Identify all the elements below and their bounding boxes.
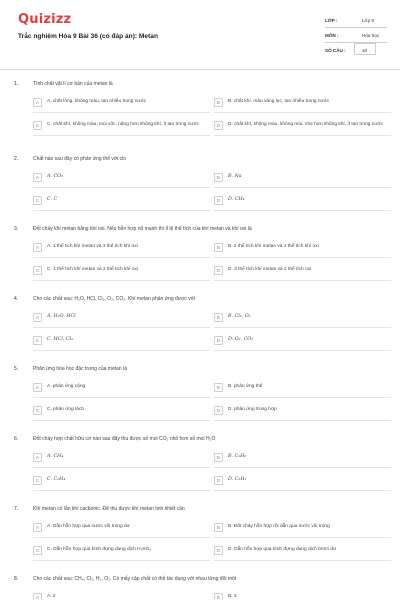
option-underline <box>214 420 391 421</box>
option-letter-box: B <box>214 173 223 182</box>
count-value-box <box>354 43 376 55</box>
question-text: Cho các chất sau: H₂O, HCl, Cl₂, O₂, CO₂. Khí metan phản ứng được với <box>33 296 196 302</box>
meta-grade-label: LỚP : <box>325 18 338 23</box>
option-underline <box>33 397 210 398</box>
option-underline <box>33 537 210 538</box>
answer-option-a[interactable] <box>33 383 210 397</box>
answer-option-c[interactable] <box>33 266 210 280</box>
option-underline <box>214 112 391 113</box>
option-letter-box: D <box>214 121 223 130</box>
question-text: Đốt cháy khí metan bằng khí oxi. Nếu hỗn hợp nổ mạnh thì tỉ lệ thể tích của khí metan và khí oxi là <box>33 226 252 232</box>
header-divider <box>0 69 400 70</box>
option-text: A. phản ứng cộng <box>47 384 86 389</box>
option-letter-box: D <box>214 406 223 415</box>
option-letter-box: D <box>214 196 223 205</box>
answer-option-d[interactable] <box>214 406 391 420</box>
answer-option-d[interactable] <box>214 336 391 350</box>
option-text: D. CH₄ <box>228 197 245 202</box>
option-letter-box: A <box>33 173 42 182</box>
answer-option-c[interactable] <box>33 121 210 135</box>
option-letter-box: A <box>33 453 42 462</box>
option-underline <box>33 210 210 211</box>
option-underline <box>214 537 391 538</box>
option-text: D. phản ứng trùng hợp <box>228 407 277 412</box>
option-letter-box: B <box>214 98 223 107</box>
option-letter-box: B <box>214 313 223 322</box>
answer-option-c[interactable] <box>33 196 210 210</box>
answer-option-d[interactable] <box>214 546 391 560</box>
worksheet-header <box>0 0 400 68</box>
question-text: Phản ứng hóa học đặc trưng của metan là <box>33 366 127 372</box>
option-letter-box: C <box>33 336 42 345</box>
option-letter-box: A <box>33 313 42 322</box>
question-text: Cho các chất sau: CH₄, Cl₂, H₂, O₂. Có mấy cặp chất có thể tác dụng với nhau từng đôi một <box>33 576 237 582</box>
option-letter-box: A <box>33 383 42 392</box>
question-number: 2. <box>14 156 19 162</box>
answer-option-b[interactable] <box>214 98 391 112</box>
meta-count-value: 10 <box>362 48 368 53</box>
answer-option-d[interactable] <box>214 266 391 280</box>
option-text: C. C₂H₄ <box>47 477 66 482</box>
option-text: A. CO₂ <box>47 174 64 179</box>
option-underline <box>214 350 391 351</box>
option-text: B. phản ứng thế <box>228 384 263 389</box>
meta-grade-value: Lớp 9 <box>362 18 374 23</box>
option-letter-box: A <box>33 243 42 252</box>
meta-subject-label: MÔN : <box>325 33 339 38</box>
meta-count-label: SỐ CÂU : <box>325 48 346 53</box>
option-text: A. H₂O, HCl <box>47 314 76 319</box>
option-text: A. 2 <box>47 594 56 599</box>
option-underline <box>214 397 391 398</box>
option-text: A. Dẫn hỗn hợp qua nước vôi trong dư <box>47 524 130 529</box>
option-text: D. Dẫn hỗn hợp qua bình đựng dung dịch brom dư <box>228 547 337 552</box>
question-text: Tính chất vật lí cơ bản của metan là <box>33 81 113 87</box>
option-underline <box>33 187 210 188</box>
option-letter-box: D <box>214 266 223 275</box>
question-number: 3. <box>14 226 19 232</box>
answer-option-a[interactable] <box>33 98 210 112</box>
option-letter-box: A <box>33 523 42 532</box>
option-text: C. Dẫn hỗn hợp qua bình đựng dung dịch H₂SO₄ <box>47 547 152 552</box>
answer-option-a[interactable] <box>33 173 210 187</box>
option-text: C. C <box>47 197 58 202</box>
worksheet-title: Trắc nghiệm Hóa 9 Bài 36 (có đáp án): Metan <box>18 33 158 40</box>
option-letter-box: A <box>33 593 42 600</box>
option-underline <box>33 257 210 258</box>
option-letter-box: C <box>33 121 42 130</box>
option-letter-box: C <box>33 266 42 275</box>
meta-divider <box>325 27 387 28</box>
option-text: A. CH₄ <box>47 454 64 459</box>
option-letter-box: C <box>33 476 42 485</box>
option-text: C. HCl, Cl₂ <box>47 337 74 342</box>
option-text: D. 3 thể tích khí metan và 2 thể tích oxi <box>228 267 312 272</box>
option-text: D. chất khí, không màu, không mùi, nhẹ hơn không khí, ít tan trong nước <box>228 122 384 127</box>
answer-option-b[interactable] <box>214 523 391 537</box>
option-underline <box>214 280 391 281</box>
option-letter-box: C <box>33 546 42 555</box>
option-text: A. 1 thể tích khí metan và 3 thể tích khí oxi <box>47 244 138 249</box>
answer-option-d[interactable] <box>214 121 391 135</box>
option-text: B. 3 <box>228 594 237 599</box>
answer-option-c[interactable] <box>33 406 210 420</box>
question-number: 1. <box>14 81 19 87</box>
answer-option-c[interactable] <box>33 336 210 350</box>
option-text: C. 1 thể tích khí metan và 2 thể tích khí oxi <box>47 267 138 272</box>
question-number: 8. <box>14 576 19 582</box>
question-text: Khí metan có lẫn khí cacbonic. Để thu được khí metan tinh khiết cần <box>33 506 185 512</box>
option-underline <box>33 135 210 136</box>
meta-subject-value: Hóa học <box>362 33 380 38</box>
option-text: C. phản ứng tách <box>47 407 85 412</box>
question-text: Chất nào sau đây có phản ứng thế với clo <box>33 156 127 162</box>
option-underline <box>214 135 391 136</box>
answer-option-b[interactable] <box>214 243 391 257</box>
option-letter-box: B <box>214 523 223 532</box>
answer-option-b[interactable] <box>214 383 391 397</box>
answer-option-d[interactable] <box>214 196 391 210</box>
option-text: A. chất lỏng, không màu, tan nhiều trong nước <box>47 99 147 104</box>
option-underline <box>33 490 210 491</box>
answer-option-b[interactable] <box>214 313 391 327</box>
option-text: C. chất khí, không màu, mùi xốc, nặng hơn không khí, ít tan trong nước <box>47 122 200 127</box>
question-number: 6. <box>14 436 19 442</box>
option-letter-box: B <box>214 593 223 600</box>
option-letter-box: B <box>214 453 223 462</box>
option-letter-box: C <box>33 196 42 205</box>
option-underline <box>214 467 391 468</box>
option-underline <box>214 560 391 561</box>
option-underline <box>33 420 210 421</box>
question-text: Đốt cháy hợp chất hữu cơ nào sau đây thu được số mol CO₂ nhỏ hơn số mol H₂O <box>33 436 216 442</box>
option-letter-box: B <box>214 243 223 252</box>
answer-option-a[interactable] <box>33 593 210 600</box>
answer-option-a[interactable] <box>33 243 210 257</box>
option-letter-box: B <box>214 383 223 392</box>
answer-option-d[interactable] <box>214 476 391 490</box>
option-text: B. Na <box>228 174 242 179</box>
option-text: D. O₂, CO₂ <box>228 337 254 342</box>
answer-option-c[interactable] <box>33 476 210 490</box>
option-underline <box>214 257 391 258</box>
quizizz-logo: Quizizz <box>18 12 72 27</box>
option-text: B. C₆H₆ <box>228 454 247 459</box>
answer-option-b[interactable] <box>214 453 391 467</box>
option-underline <box>33 327 210 328</box>
option-letter-box: C <box>33 406 42 415</box>
option-letter-box: A <box>33 98 42 107</box>
option-underline <box>214 210 391 211</box>
option-underline <box>33 560 210 561</box>
answer-option-a[interactable] <box>33 313 210 327</box>
option-letter-box: D <box>214 476 223 485</box>
option-underline <box>33 112 210 113</box>
option-text: B. Đốt cháy hỗn hợp rồi dẫn qua nước vôi trong <box>228 524 330 529</box>
option-text: B. Cl₂, O₂ <box>228 314 251 319</box>
option-underline <box>33 467 210 468</box>
option-underline <box>33 350 210 351</box>
option-underline <box>214 187 391 188</box>
meta-grade <box>325 14 387 28</box>
meta-subject <box>325 29 387 43</box>
question-number: 4. <box>14 296 19 302</box>
option-text: B. chất khí, màu vàng lục, tan nhiều trong nước <box>228 99 330 104</box>
answer-option-a[interactable] <box>33 453 210 467</box>
option-letter-box: D <box>214 336 223 345</box>
option-letter-box: D <box>214 546 223 555</box>
answer-option-b[interactable] <box>214 173 391 187</box>
answer-option-b[interactable] <box>214 593 391 600</box>
option-text: D. C₂H₂ <box>228 477 247 482</box>
answer-option-c[interactable] <box>33 546 210 560</box>
option-underline <box>214 327 391 328</box>
question-number: 7. <box>14 506 19 512</box>
question-number: 5. <box>14 366 19 372</box>
option-underline <box>33 280 210 281</box>
option-text: B. 2 thể tích khí metan và 1 thể tích khí oxi <box>228 244 319 249</box>
answer-option-a[interactable] <box>33 523 210 537</box>
option-underline <box>214 490 391 491</box>
